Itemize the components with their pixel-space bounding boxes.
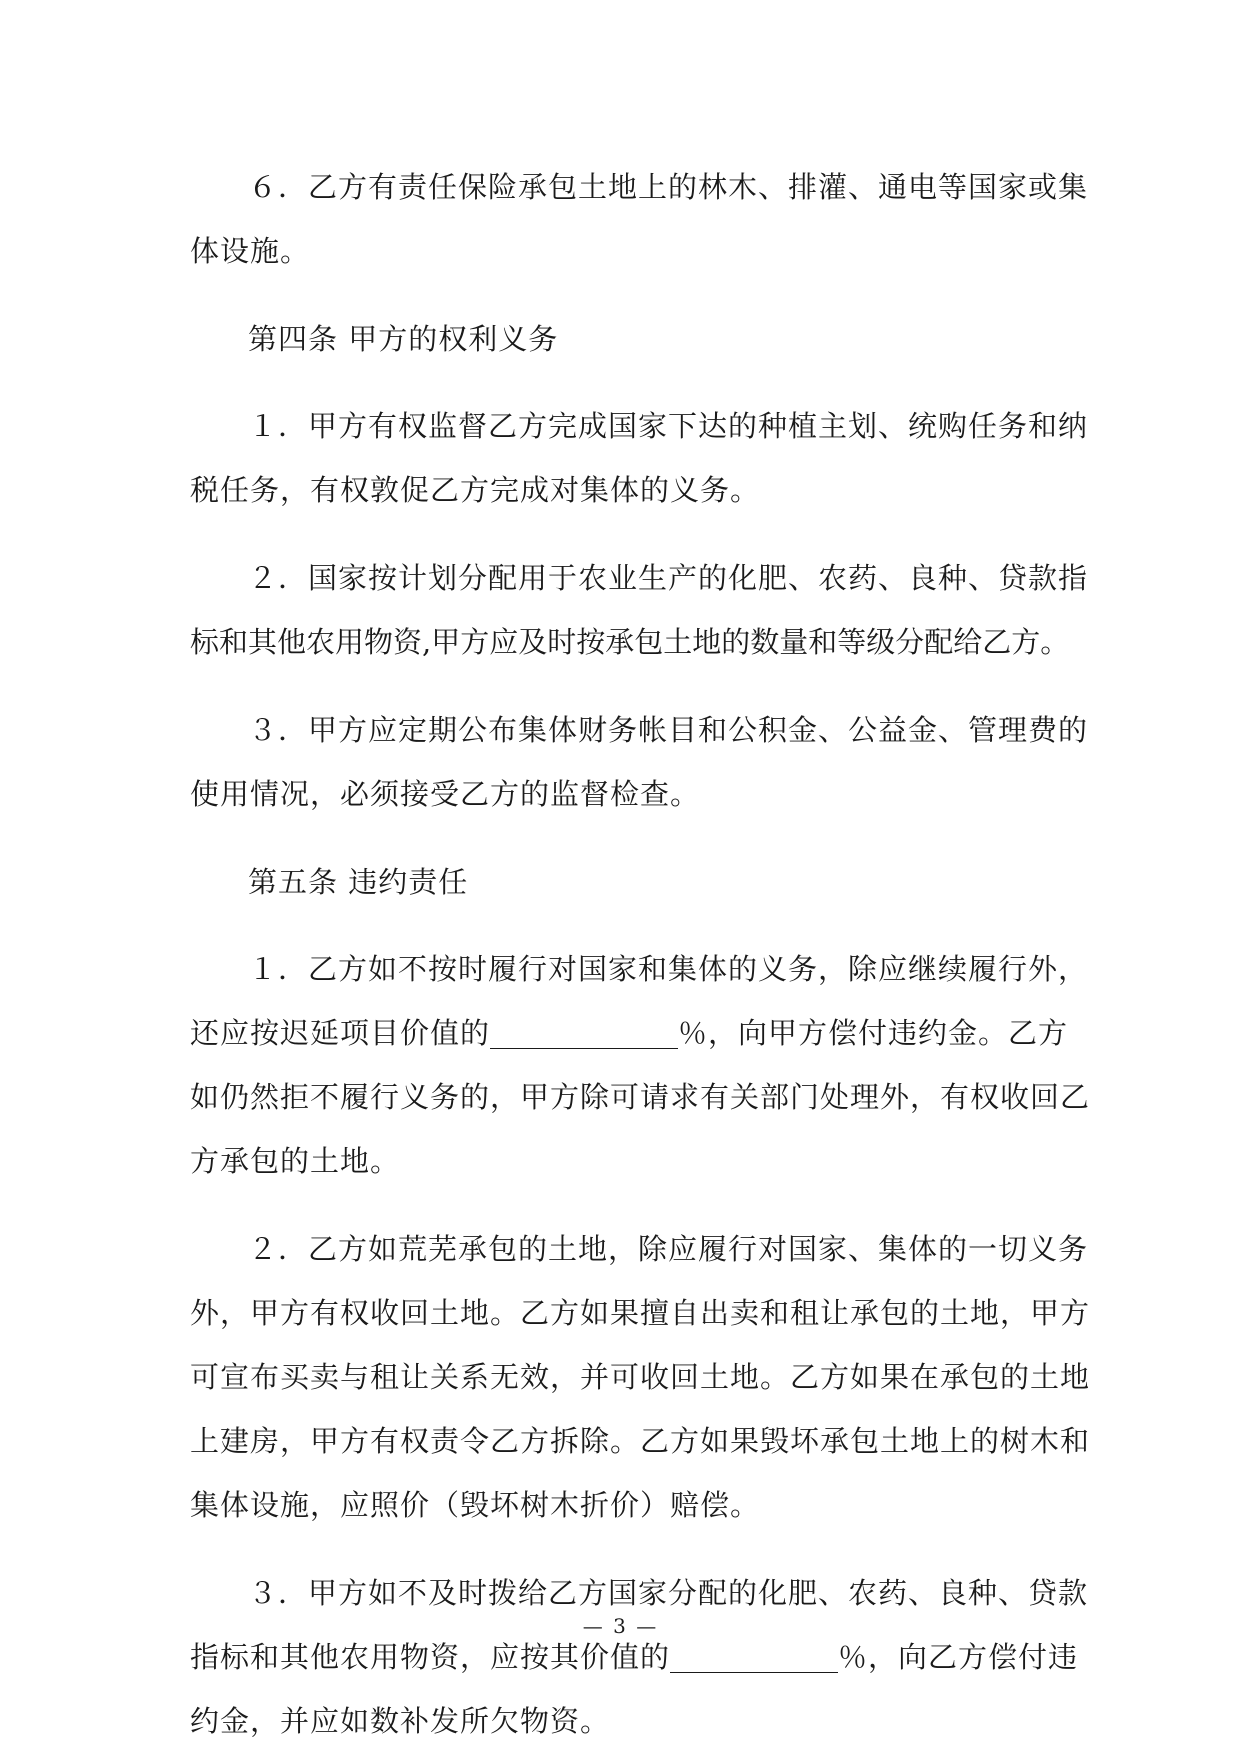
- text-line: 使用情况，必须接受乙方的监督检查。: [190, 777, 701, 811]
- text-line: 外，甲方有权收回土地。乙方如果擅自出卖和租让承包的土地，甲方: [190, 1296, 1091, 1330]
- text-line: １．甲方有权监督乙方完成国家下达的种植主划、统购任务和纳: [248, 409, 1089, 443]
- text-line: 上建房，甲方有权责令乙方拆除。乙方如果毁坏承包土地上的树木和: [190, 1424, 1091, 1458]
- text-line: ２．国家按计划分配用于农业生产的化肥、农药、良种、贷款指: [248, 561, 1089, 595]
- text-line: 可宣布买卖与租让关系无效，并可收回土地。乙方如果在承包的土地: [190, 1360, 1091, 1394]
- text-segment: 指标和其他农用物资，应按其价值的: [190, 1640, 671, 1674]
- text-line-with-blank: [190, 1001, 1069, 1065]
- text-segment: 还应按迟延项目价值的: [190, 1016, 491, 1050]
- text-segment: ％，向乙方偿付违: [838, 1640, 1079, 1674]
- paragraph-article5-item3: [190, 1561, 1089, 1753]
- fill-in-blank: [490, 1016, 678, 1049]
- text-line: 税任务，有权敦促乙方完成对集体的义务。: [190, 473, 761, 507]
- page-number: — 3 —: [582, 1614, 659, 1638]
- paragraph-article4-item3: [190, 698, 1089, 826]
- text-line: ３．甲方如不及时拨给乙方国家分配的化肥、农药、良种、贷款: [248, 1576, 1089, 1610]
- text-segment: ％，向甲方偿付违约金。乙方: [678, 1016, 1069, 1050]
- heading-article5: [190, 850, 1060, 914]
- text-line: ３．甲方应定期公布集体财务帐目和公积金、公益金、管理费的: [248, 713, 1089, 747]
- text-line: 如仍然拒不履行义务的，甲方除可请求有关部门处理外，有权收回乙: [190, 1080, 1091, 1114]
- text-line: ６．乙方有责任保险承包土地上的林木、排灌、通电等国家或集: [248, 170, 1089, 204]
- text-line: ２．乙方如荒芜承包的土地，除应履行对国家、集体的一切义务: [248, 1232, 1089, 1266]
- text-line: 标和其他农用物资,甲方应及时按承包土地的数量和等级分配给乙方。: [190, 625, 1070, 659]
- text-line: １．乙方如不按时履行对国家和集体的义务，除应继续履行外，: [248, 952, 1089, 986]
- heading-article4: [190, 307, 1060, 371]
- text-line: 方承包的土地。: [190, 1144, 401, 1178]
- paragraph-article5-item1: [190, 937, 1091, 1193]
- paragraph-article3-item6: [190, 155, 1089, 283]
- fill-in-blank: [670, 1640, 838, 1673]
- text-line: 体设施。: [190, 234, 311, 268]
- text-line: 集体设施，应照价（毁坏树木折价）赔偿。: [190, 1488, 761, 1522]
- paragraph-article4-item2: [190, 546, 1089, 674]
- paragraph-article4-item1: [190, 394, 1089, 522]
- paragraph-article5-item2: [190, 1217, 1091, 1537]
- document-body: [190, 155, 1091, 1753]
- article-heading: 第五条 违约责任: [248, 865, 469, 899]
- article-heading: 第四条 甲方的权利义务: [248, 322, 559, 356]
- text-line: 约金，并应如数补发所欠物资。: [190, 1704, 611, 1738]
